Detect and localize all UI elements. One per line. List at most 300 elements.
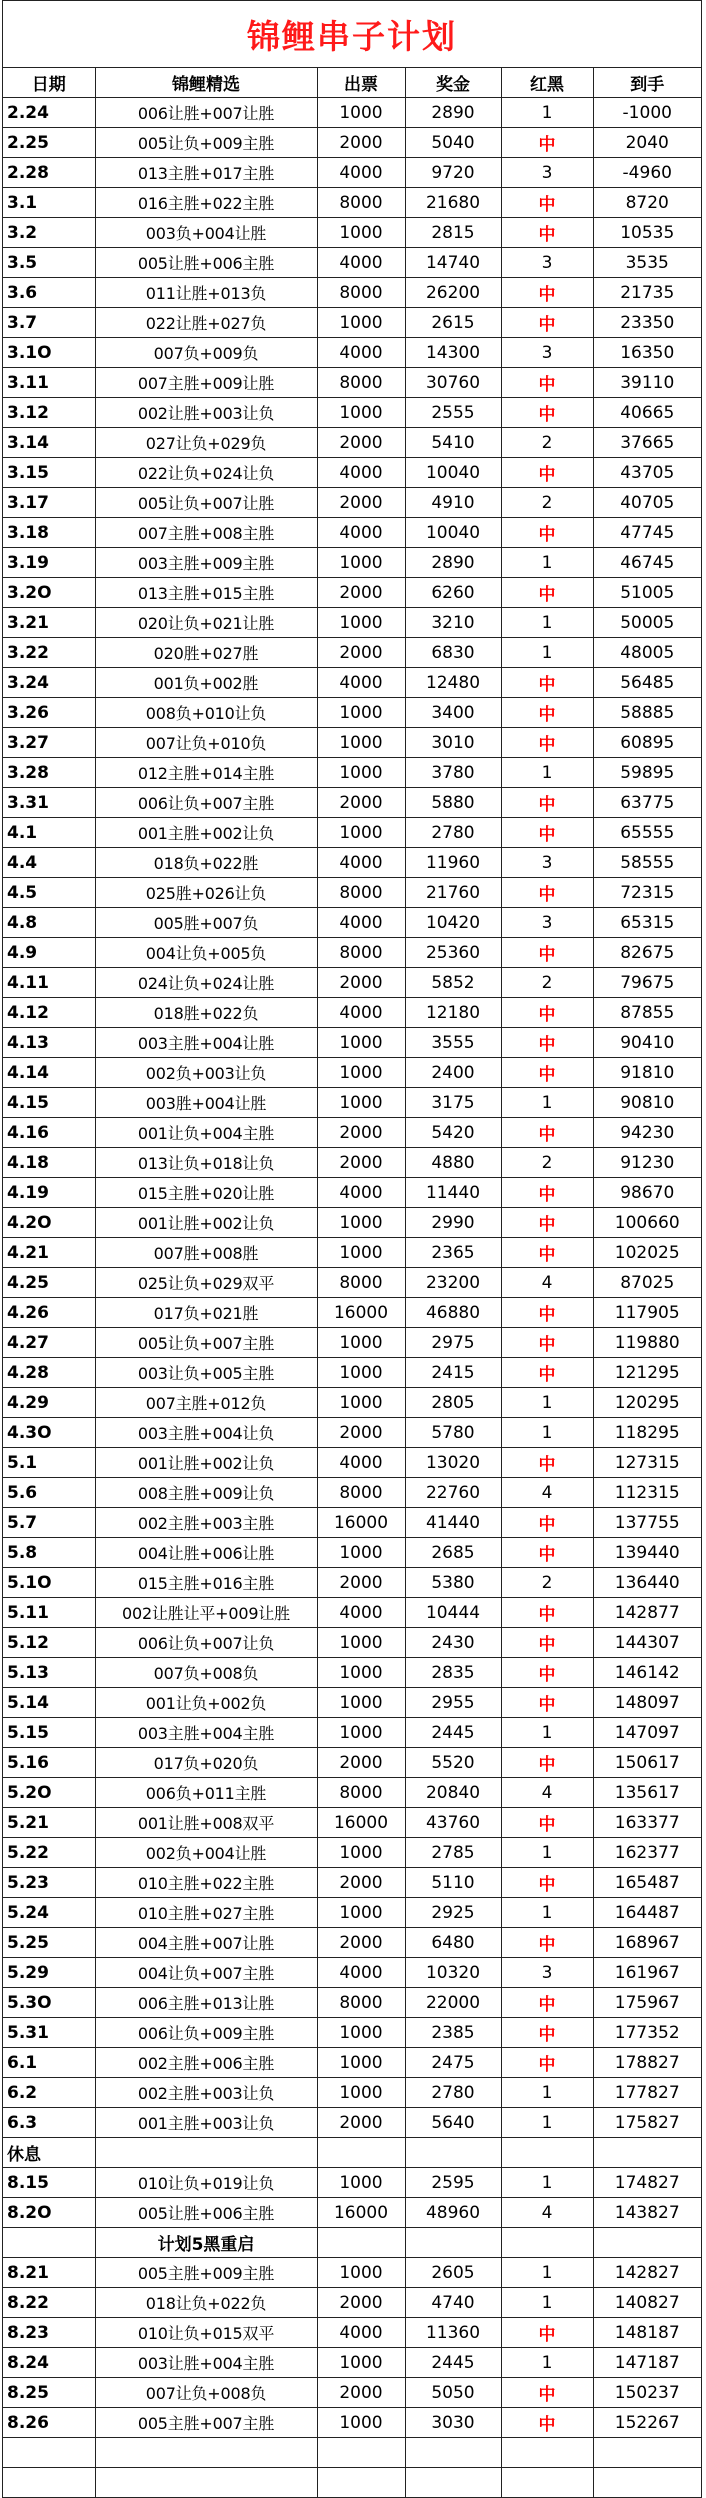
prize-cell: 10444 (405, 1598, 501, 1628)
table-row (3, 758, 701, 788)
stake-cell: 4000 (317, 158, 405, 188)
total-cell: 177827 (593, 2078, 701, 2108)
stake-cell: 1000 (317, 548, 405, 578)
date-cell: 4.29 (3, 1388, 95, 1418)
date-cell: 8.26 (3, 2408, 95, 2438)
date-cell: 5.12 (3, 1628, 95, 1658)
result-cell: 中 (501, 1448, 593, 1478)
result-cell: 3 (501, 338, 593, 368)
pick-cell: 003负+004让胜 (95, 218, 317, 248)
pick-cell: 010主胜+022主胜 (95, 1868, 317, 1898)
result-cell: 1 (501, 1898, 593, 1928)
table-row (3, 848, 701, 878)
table-row (3, 488, 701, 518)
pick-cell: 002让胜让平+009让胜 (95, 1598, 317, 1628)
pick-cell: 016主胜+022主胜 (95, 188, 317, 218)
result-cell: 3 (501, 908, 593, 938)
empty-cell (95, 2468, 317, 2498)
pick-cell: 025让负+029双平 (95, 1268, 317, 1298)
table-row (3, 2018, 701, 2048)
date-cell: 3.18 (3, 518, 95, 548)
stake-cell: 8000 (317, 188, 405, 218)
prize-cell: 5050 (405, 2378, 501, 2408)
prize-cell: 3030 (405, 2408, 501, 2438)
date-cell: 4.8 (3, 908, 95, 938)
prize-cell: 3210 (405, 608, 501, 638)
total-cell: 120295 (593, 1388, 701, 1418)
result-cell: 中 (501, 278, 593, 308)
prize-cell: 2615 (405, 308, 501, 338)
result-cell: 中 (501, 518, 593, 548)
table-row (3, 638, 701, 668)
table-row (3, 128, 701, 158)
pick-cell: 002负+004让胜 (95, 1838, 317, 1868)
total-cell: 161967 (593, 1958, 701, 1988)
pick-cell: 013主胜+015主胜 (95, 578, 317, 608)
result-cell: 中 (501, 1928, 593, 1958)
pick-cell: 007让负+008负 (95, 2378, 317, 2408)
pick-cell: 001主胜+003让负 (95, 2108, 317, 2138)
result-cell: 1 (501, 2258, 593, 2288)
result-cell: 中 (501, 1298, 593, 1328)
prize-cell: 5520 (405, 1748, 501, 1778)
total-cell: 87855 (593, 998, 701, 1028)
table-row (3, 998, 701, 1028)
result-cell: 3 (501, 248, 593, 278)
blank-row (3, 2468, 701, 2498)
stake-cell: 1000 (317, 2408, 405, 2438)
total-cell: -1000 (593, 98, 701, 128)
table-row (3, 1748, 701, 1778)
prize-cell: 2365 (405, 1238, 501, 1268)
table-row (3, 1328, 701, 1358)
pick-cell: 006主胜+013让胜 (95, 1988, 317, 2018)
total-cell: 165487 (593, 1868, 701, 1898)
stake-cell: 2000 (317, 638, 405, 668)
pick-cell: 003主胜+004让负 (95, 1418, 317, 1448)
pick-cell: 013让负+018让负 (95, 1148, 317, 1178)
empty-cell (3, 2228, 95, 2258)
stake-cell: 8000 (317, 278, 405, 308)
pick-cell: 007主胜+009让胜 (95, 368, 317, 398)
stake-cell: 2000 (317, 1418, 405, 1448)
total-cell: 48005 (593, 638, 701, 668)
table-row (3, 728, 701, 758)
total-cell: 147097 (593, 1718, 701, 1748)
total-cell: 142827 (593, 2258, 701, 2288)
result-cell: 1 (501, 2108, 593, 2138)
date-cell: 6.1 (3, 2048, 95, 2078)
prize-cell: 2430 (405, 1628, 501, 1658)
date-cell: 5.25 (3, 1928, 95, 1958)
total-cell: 40705 (593, 488, 701, 518)
table-row (3, 1688, 701, 1718)
empty-cell (593, 2438, 701, 2468)
table-row (3, 1238, 701, 1268)
stake-cell: 1000 (317, 1358, 405, 1388)
result-cell: 中 (501, 728, 593, 758)
pick-cell: 008主胜+009让负 (95, 1478, 317, 1508)
result-cell: 中 (501, 1658, 593, 1688)
prize-cell: 2815 (405, 218, 501, 248)
date-cell: 6.2 (3, 2078, 95, 2108)
pick-cell: 015主胜+020让胜 (95, 1178, 317, 1208)
stake-cell: 1000 (317, 1208, 405, 1238)
table-row (3, 1148, 701, 1178)
header-pick: 锦鲤精选 (95, 68, 317, 98)
result-cell: 3 (501, 848, 593, 878)
blank-row (3, 2438, 701, 2468)
prize-cell: 21680 (405, 188, 501, 218)
prize-cell: 2890 (405, 548, 501, 578)
total-cell: 148187 (593, 2318, 701, 2348)
prize-cell: 4910 (405, 488, 501, 518)
date-cell: 8.23 (3, 2318, 95, 2348)
prize-cell: 13020 (405, 1448, 501, 1478)
total-cell: 164487 (593, 1898, 701, 1928)
result-cell: 中 (501, 218, 593, 248)
stake-cell: 8000 (317, 368, 405, 398)
date-cell: 5.23 (3, 1868, 95, 1898)
total-cell: 10535 (593, 218, 701, 248)
pick-cell: 008负+010让负 (95, 698, 317, 728)
result-cell: 中 (501, 1118, 593, 1148)
total-cell: 82675 (593, 938, 701, 968)
stake-cell: 8000 (317, 878, 405, 908)
date-cell: 8.22 (3, 2288, 95, 2318)
note-cell: 计划5黑重启 (95, 2228, 317, 2258)
stake-cell: 16000 (317, 1508, 405, 1538)
result-cell: 4 (501, 2198, 593, 2228)
total-cell: 140827 (593, 2288, 701, 2318)
prize-cell: 23200 (405, 1268, 501, 1298)
pick-cell: 002让胜+003让负 (95, 398, 317, 428)
table-row (3, 218, 701, 248)
pick-cell: 007主胜+008主胜 (95, 518, 317, 548)
stake-cell: 1000 (317, 308, 405, 338)
date-cell: 5.3O (3, 1988, 95, 2018)
total-cell: 59895 (593, 758, 701, 788)
total-cell: 65555 (593, 818, 701, 848)
pick-cell: 017负+021胜 (95, 1298, 317, 1328)
table-row (3, 1418, 701, 1448)
watermark (678, 2355, 682, 2370)
table-row (3, 2378, 701, 2408)
result-cell: 中 (501, 458, 593, 488)
prize-cell: 2990 (405, 1208, 501, 1238)
date-cell: 3.24 (3, 668, 95, 698)
table-row (3, 668, 701, 698)
stake-cell: 1000 (317, 2078, 405, 2108)
total-cell: 8720 (593, 188, 701, 218)
result-cell: 中 (501, 1628, 593, 1658)
total-cell: 79675 (593, 968, 701, 998)
stake-cell: 4000 (317, 2318, 405, 2348)
stake-cell: 4000 (317, 1958, 405, 1988)
prize-cell: 2835 (405, 1658, 501, 1688)
date-cell: 5.21 (3, 1808, 95, 1838)
stake-cell: 2000 (317, 2378, 405, 2408)
prize-cell: 11360 (405, 2318, 501, 2348)
prize-cell: 2415 (405, 1358, 501, 1388)
pick-cell: 001让胜+008双平 (95, 1808, 317, 1838)
empty-cell (405, 2468, 501, 2498)
prize-cell: 5852 (405, 968, 501, 998)
table-row (3, 368, 701, 398)
date-cell: 3.28 (3, 758, 95, 788)
total-cell: 127315 (593, 1448, 701, 1478)
pick-cell: 007胜+008胜 (95, 1238, 317, 1268)
result-cell: 中 (501, 308, 593, 338)
total-cell: 40665 (593, 398, 701, 428)
pick-cell: 003让负+005主胜 (95, 1358, 317, 1388)
total-cell: 16350 (593, 338, 701, 368)
pick-cell: 010主胜+027主胜 (95, 1898, 317, 1928)
table-row (3, 1358, 701, 1388)
stake-cell: 8000 (317, 1268, 405, 1298)
table-row (3, 1928, 701, 1958)
pick-cell: 025胜+026让负 (95, 878, 317, 908)
result-cell: 中 (501, 1868, 593, 1898)
empty-cell (405, 2228, 501, 2258)
prize-cell: 10040 (405, 458, 501, 488)
stake-cell: 2000 (317, 2108, 405, 2138)
total-cell: 121295 (593, 1358, 701, 1388)
prize-cell: 6260 (405, 578, 501, 608)
pick-cell: 017负+020负 (95, 1748, 317, 1778)
prize-cell: 11440 (405, 1178, 501, 1208)
prize-cell: 3555 (405, 1028, 501, 1058)
table-row (3, 458, 701, 488)
result-cell: 1 (501, 638, 593, 668)
result-cell: 中 (501, 1358, 593, 1388)
stake-cell: 8000 (317, 1778, 405, 1808)
schedule-sheet (2, 0, 702, 2498)
pick-cell: 001让负+002负 (95, 1688, 317, 1718)
table-row (3, 1658, 701, 1688)
result-cell: 中 (501, 818, 593, 848)
result-cell: 中 (501, 1598, 593, 1628)
prize-cell: 21760 (405, 878, 501, 908)
result-cell: 中 (501, 578, 593, 608)
header-total: 到手 (593, 68, 701, 98)
prize-cell: 2595 (405, 2168, 501, 2198)
prize-cell: 2975 (405, 1328, 501, 1358)
pick-cell: 022让胜+027负 (95, 308, 317, 338)
date-cell: 5.2O (3, 1778, 95, 1808)
note-row (3, 2228, 701, 2258)
pick-cell: 005让负+007让胜 (95, 488, 317, 518)
date-cell: 4.18 (3, 1148, 95, 1178)
table-row (3, 968, 701, 998)
table-row (3, 1718, 701, 1748)
total-cell: 63775 (593, 788, 701, 818)
pick-cell: 006负+011主胜 (95, 1778, 317, 1808)
date-cell: 4.4 (3, 848, 95, 878)
table-row (3, 278, 701, 308)
result-cell: 1 (501, 2348, 593, 2378)
total-cell: 177352 (593, 2018, 701, 2048)
stake-cell: 4000 (317, 908, 405, 938)
date-cell: 5.24 (3, 1898, 95, 1928)
prize-cell: 5110 (405, 1868, 501, 1898)
table-row (3, 2048, 701, 2078)
pick-cell: 010让负+019让负 (95, 2168, 317, 2198)
table-row (3, 818, 701, 848)
result-cell: 2 (501, 968, 593, 998)
date-cell: 4.11 (3, 968, 95, 998)
table-row (3, 2168, 701, 2198)
stake-cell: 4000 (317, 1598, 405, 1628)
total-cell: -4960 (593, 158, 701, 188)
date-cell: 4.15 (3, 1088, 95, 1118)
date-cell: 8.15 (3, 2168, 95, 2198)
date-cell: 6.3 (3, 2108, 95, 2138)
empty-cell (3, 2468, 95, 2498)
result-cell: 中 (501, 1028, 593, 1058)
date-cell: 5.8 (3, 1538, 95, 1568)
note-row (3, 2138, 701, 2168)
stake-cell: 2000 (317, 428, 405, 458)
prize-cell: 5040 (405, 128, 501, 158)
total-cell: 143827 (593, 2198, 701, 2228)
prize-cell: 26200 (405, 278, 501, 308)
total-cell: 58885 (593, 698, 701, 728)
date-cell: 3.27 (3, 728, 95, 758)
table-row (3, 1088, 701, 1118)
date-cell: 4.21 (3, 1238, 95, 1268)
table-row (3, 608, 701, 638)
table-row (3, 1448, 701, 1478)
pick-cell: 004让胜+006让胜 (95, 1538, 317, 1568)
result-cell: 1 (501, 98, 593, 128)
total-cell: 142877 (593, 1598, 701, 1628)
pick-cell: 007负+009负 (95, 338, 317, 368)
result-cell: 1 (501, 1418, 593, 1448)
date-cell: 2.25 (3, 128, 95, 158)
prize-cell: 6830 (405, 638, 501, 668)
prize-cell: 14300 (405, 338, 501, 368)
date-cell: 4.19 (3, 1178, 95, 1208)
pick-cell: 011让胜+013负 (95, 278, 317, 308)
table-row (3, 548, 701, 578)
result-cell: 1 (501, 1388, 593, 1418)
header-row (3, 68, 701, 98)
stake-cell: 1000 (317, 1688, 405, 1718)
date-cell: 4.5 (3, 878, 95, 908)
prize-cell: 22760 (405, 1478, 501, 1508)
total-cell: 72315 (593, 878, 701, 908)
total-cell: 139440 (593, 1538, 701, 1568)
pick-cell: 006让负+009主胜 (95, 2018, 317, 2048)
total-cell: 118295 (593, 1418, 701, 1448)
pick-cell: 018让负+022负 (95, 2288, 317, 2318)
empty-cell (3, 2438, 95, 2468)
stake-cell: 1000 (317, 1238, 405, 1268)
result-cell: 中 (501, 128, 593, 158)
total-cell: 98670 (593, 1178, 701, 1208)
prize-cell: 2925 (405, 1898, 501, 1928)
result-cell: 中 (501, 1208, 593, 1238)
date-cell: 4.2O (3, 1208, 95, 1238)
date-cell: 5.31 (3, 2018, 95, 2048)
stake-cell: 1000 (317, 1898, 405, 1928)
stake-cell: 8000 (317, 1478, 405, 1508)
prize-cell: 46880 (405, 1298, 501, 1328)
total-cell: 21735 (593, 278, 701, 308)
prize-cell: 5410 (405, 428, 501, 458)
pick-cell: 002主胜+003主胜 (95, 1508, 317, 1538)
pick-cell: 020胜+027胜 (95, 638, 317, 668)
total-cell: 60895 (593, 728, 701, 758)
pick-cell: 003让胜+004主胜 (95, 2348, 317, 2378)
total-cell: 50005 (593, 608, 701, 638)
total-cell: 137755 (593, 1508, 701, 1538)
empty-cell (593, 2468, 701, 2498)
stake-cell: 2000 (317, 2288, 405, 2318)
pick-cell: 006让胜+007让胜 (95, 98, 317, 128)
total-cell: 2040 (593, 128, 701, 158)
result-cell: 3 (501, 1958, 593, 1988)
date-cell: 4.14 (3, 1058, 95, 1088)
result-cell: 中 (501, 2018, 593, 2048)
table-row (3, 2258, 701, 2288)
table-row (3, 1868, 701, 1898)
header-result: 红黑 (501, 68, 593, 98)
stake-cell: 8000 (317, 938, 405, 968)
date-cell: 4.16 (3, 1118, 95, 1148)
stake-cell: 1000 (317, 1838, 405, 1868)
date-cell: 5.16 (3, 1748, 95, 1778)
header-stake: 出票 (317, 68, 405, 98)
table-row (3, 1628, 701, 1658)
date-cell: 8.25 (3, 2378, 95, 2408)
date-cell: 5.14 (3, 1688, 95, 1718)
date-cell: 3.19 (3, 548, 95, 578)
pick-cell: 005让胜+006主胜 (95, 248, 317, 278)
empty-cell (95, 2438, 317, 2468)
pick-cell: 001负+002胜 (95, 668, 317, 698)
result-cell: 中 (501, 1688, 593, 1718)
total-cell: 56485 (593, 668, 701, 698)
table-row (3, 1268, 701, 1298)
result-cell: 1 (501, 2168, 593, 2198)
result-cell: 中 (501, 1808, 593, 1838)
total-cell: 178827 (593, 2048, 701, 2078)
result-cell: 4 (501, 1268, 593, 1298)
table-row (3, 1898, 701, 1928)
total-cell: 102025 (593, 1238, 701, 1268)
date-cell: 8.21 (3, 2258, 95, 2288)
pick-cell: 007让负+010负 (95, 728, 317, 758)
header-date: 日期 (3, 68, 95, 98)
stake-cell: 4000 (317, 668, 405, 698)
empty-cell (317, 2468, 405, 2498)
prize-cell: 2890 (405, 98, 501, 128)
pick-cell: 001让胜+002让负 (95, 1208, 317, 1238)
result-cell: 中 (501, 2378, 593, 2408)
date-cell: 2.24 (3, 98, 95, 128)
date-cell: 3.5 (3, 248, 95, 278)
stake-cell: 2000 (317, 1868, 405, 1898)
table-row (3, 308, 701, 338)
result-cell: 中 (501, 1538, 593, 1568)
date-cell: 4.13 (3, 1028, 95, 1058)
date-cell: 4.1 (3, 818, 95, 848)
total-cell: 37665 (593, 428, 701, 458)
date-cell: 5.29 (3, 1958, 95, 1988)
stake-cell: 4000 (317, 1448, 405, 1478)
